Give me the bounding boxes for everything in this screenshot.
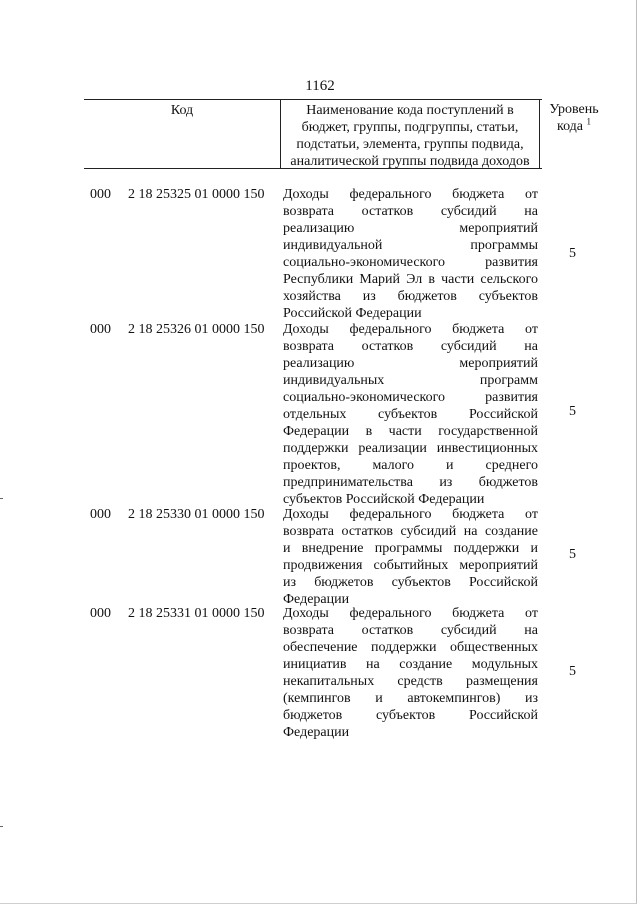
row-description-line: субъектов Российской Федерации: [283, 492, 485, 507]
row-prefix: 000: [90, 606, 111, 621]
row-description: [283, 321, 538, 508]
row-prefix: 000: [90, 507, 111, 522]
row-description-line: Федерации: [283, 592, 350, 607]
header-name-line: аналитической группы подвида доходов: [290, 154, 530, 169]
row-description-line: возврата остатков субсидий на создание: [283, 524, 538, 539]
row-description-line: индивидуальной программы: [283, 238, 538, 253]
row-description-line: реализацию мероприятий: [283, 221, 538, 236]
scan-mark: [0, 498, 3, 499]
scan-mark: [0, 826, 3, 827]
row-description-line: хозяйства из бюджетов субъектов: [283, 289, 538, 304]
row-code: 2 18 25325 01 0000 150: [128, 187, 265, 202]
row-description-line: Доходы федерального бюджета от: [283, 322, 538, 337]
row-description-line: индивидуальных программ: [283, 373, 538, 388]
row-code: 2 18 25326 01 0000 150: [128, 322, 265, 337]
row-prefix: 000: [90, 187, 111, 202]
row-level: 5: [569, 246, 576, 261]
row-description: [283, 186, 538, 322]
row-description-line: Доходы федерального бюджета от: [283, 187, 538, 202]
row-description-line: бюджетов субъектов Российской: [283, 708, 538, 723]
row-prefix: 000: [90, 322, 111, 337]
header-name-line: подстатьи, элемента, группы подвида,: [296, 137, 524, 152]
row-description-line: отдельных субъектов Российской: [283, 407, 538, 422]
row-description: [283, 605, 538, 741]
header-name: [281, 100, 540, 168]
row-description-line: Российской Федерации: [283, 306, 422, 321]
row-description-line: возврата остатков субсидий на: [283, 339, 538, 354]
header-level-line1: Уровень: [549, 102, 599, 117]
row-description-line: обеспечение поддержки общественных: [283, 640, 538, 655]
row-level: 5: [569, 664, 576, 679]
row-description-line: возврата остатков субсидий на: [283, 623, 538, 638]
row-description-line: и внедрение программы поддержки и: [283, 541, 538, 556]
row-description: [283, 506, 538, 608]
table-header: [84, 99, 542, 169]
row-description-line: некапитальных средств размещения: [283, 674, 538, 689]
header-code: Код: [84, 100, 281, 168]
row-code: 2 18 25330 01 0000 150: [128, 507, 265, 522]
row-code: 2 18 25331 01 0000 150: [128, 606, 265, 621]
header-name-line: Наименование кода поступлений в: [306, 103, 514, 118]
page-number: 1162: [305, 78, 335, 94]
row-description-line: Доходы федерального бюджета от: [283, 606, 538, 621]
row-description-line: Доходы федерального бюджета от: [283, 507, 538, 522]
row-description-line: предпринимательства из бюджетов: [283, 475, 538, 490]
header-level-line2: [540, 118, 608, 135]
row-description-line: Республики Марий Эл в части сельского: [283, 272, 538, 287]
row-description-line: Федерации в части государственной: [283, 424, 538, 439]
row-level: 5: [569, 547, 576, 562]
header-level-word: кода: [556, 119, 584, 134]
row-description-line: реализацию мероприятий: [283, 356, 538, 371]
row-description-line: продвижения событийных мероприятий: [283, 558, 538, 573]
row-description-line: (кемпингов и автокемпингов) из: [283, 691, 538, 706]
row-description-line: социально-экономического развития: [283, 390, 538, 405]
row-description-line: социально-экономического развития: [283, 255, 538, 270]
row-description-line: из бюджетов субъектов Российской: [283, 575, 538, 590]
row-level: 5: [569, 404, 576, 419]
row-description-line: поддержки реализации инвестиционных: [283, 441, 538, 456]
row-description-line: проектов, малого и среднего: [283, 458, 538, 473]
row-description-line: инициатив на создание модульных: [283, 657, 538, 672]
row-description-line: Федерации: [283, 725, 350, 740]
header-level: [540, 101, 608, 135]
row-description-line: возврата остатков субсидий на: [283, 204, 538, 219]
header-name-line: бюджет, группы, подгруппы, статьи,: [301, 120, 519, 135]
footnote-marker: 1: [586, 116, 592, 127]
